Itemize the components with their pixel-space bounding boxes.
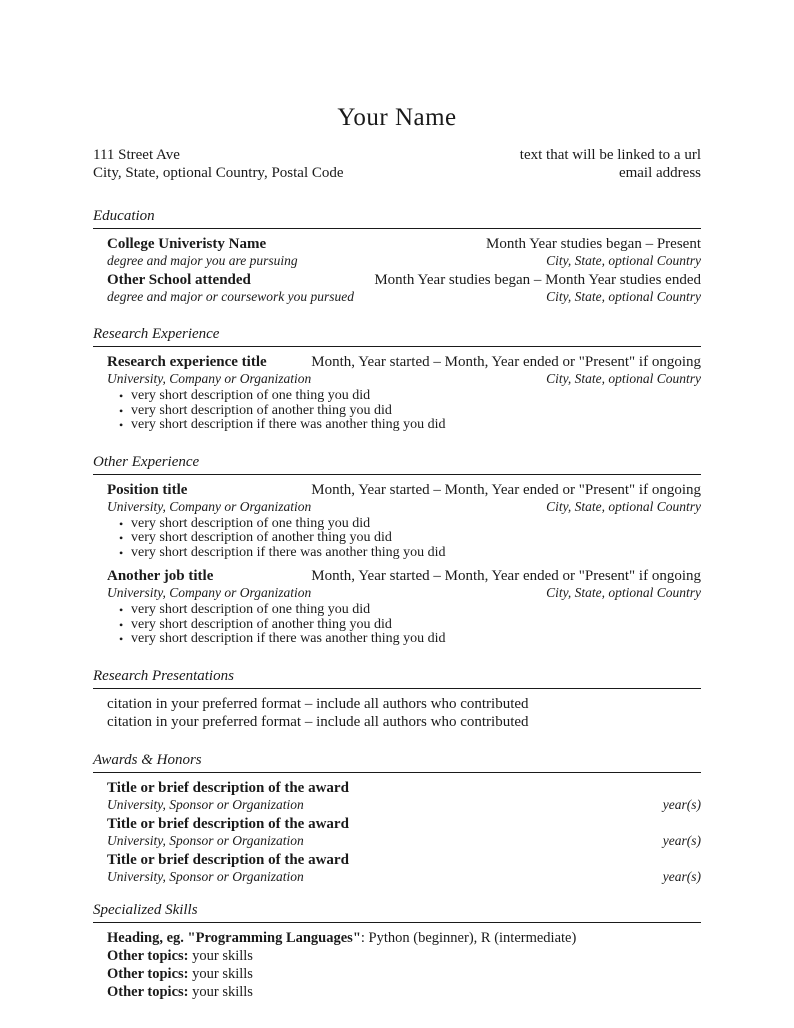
skill-label: Other topics: <box>107 947 189 964</box>
section-heading-education: Education <box>93 208 701 229</box>
experience-title: Research experience title <box>107 354 267 370</box>
degree-text: degree and major you are pursuing <box>107 253 298 268</box>
address-line-2: City, State, optional Country, Postal Code <box>93 165 344 181</box>
citation-line: citation in your preferred format – include all authors who contributed <box>107 713 529 730</box>
bullet-item: • very short description of one thing you did <box>107 389 701 404</box>
email-text: email address <box>618 165 701 181</box>
experience-title: Another job title <box>107 568 214 584</box>
experience-title: Position title <box>107 481 188 498</box>
experience-location: City, State, optional Country <box>546 371 701 386</box>
section-heading-research-experience: Research Experience <box>93 326 701 347</box>
section-heading-skills: Specialized Skills <box>93 902 701 923</box>
url-link-text: text that will be linked to a url <box>519 147 701 163</box>
page-title: Your Name <box>337 104 457 131</box>
skill-label: Heading, eg. "Programming Languages" <box>107 929 361 946</box>
skill-label: Other topics: <box>107 965 189 982</box>
section-skills <box>93 902 701 1001</box>
degree-text: degree and major or coursework you pursued <box>107 289 354 304</box>
bullet-item: • very short description if there was another thing you did <box>107 632 701 647</box>
contact-address <box>93 146 344 182</box>
bullet-item: • very short description of one thing you did <box>107 517 701 532</box>
experience-location: City, State, optional Country <box>546 585 701 600</box>
skill-line <box>107 947 701 965</box>
education-dates: Month Year studies began – Month Year studies ended <box>374 272 701 288</box>
award-entry <box>107 779 701 813</box>
experience-dates: Month, Year started – Month, Year ended or "Present" if ongoing <box>311 568 701 584</box>
organization-text: University, Company or Organization <box>107 585 312 600</box>
education-dates: Month Year studies began – Present <box>486 236 701 252</box>
address-line-1: 111 Street Ave <box>93 147 180 163</box>
award-sponsor: University, Sponsor or Organization <box>107 832 304 848</box>
section-awards <box>93 752 701 885</box>
section-research-presentations <box>93 668 701 731</box>
skill-line <box>107 983 701 1001</box>
section-other-experience <box>93 454 701 647</box>
school-name: Other School attended <box>107 272 251 288</box>
skill-value: your skills <box>188 983 253 1000</box>
section-heading-other-experience: Other Experience <box>93 454 701 475</box>
skill-value: your skills <box>188 965 253 982</box>
award-title: Title or brief description of the award <box>107 815 349 832</box>
section-heading-awards: Awards & Honors <box>93 752 701 773</box>
award-title: Title or brief description of the award <box>107 851 349 868</box>
bullet-item: • very short description of another thing you did <box>107 404 701 419</box>
bullet-item: • very short description if there was another thing you did <box>107 546 701 561</box>
award-sponsor: University, Sponsor or Organization <box>107 796 304 812</box>
experience-entry <box>107 481 701 561</box>
section-research-experience <box>93 326 701 433</box>
bullet-list <box>107 603 701 647</box>
citation-line: citation in your preferred format – include all authors who contributed <box>107 695 529 712</box>
award-years: year(s) <box>662 868 701 884</box>
education-entry <box>107 271 701 305</box>
education-location: City, State, optional Country <box>546 289 701 304</box>
experience-entry <box>107 353 701 433</box>
school-name: College Univeristy Name <box>107 236 267 252</box>
contact-block <box>93 146 701 182</box>
skill-label: Other topics: <box>107 983 189 1000</box>
skill-line <box>107 965 701 983</box>
experience-dates: Month, Year started – Month, Year ended or "Present" if ongoing <box>311 354 701 370</box>
bullet-list <box>107 389 701 433</box>
skill-value: : Python (beginner), R (intermediate) <box>360 929 577 946</box>
bullet-item: • very short description of another thing you did <box>107 531 701 546</box>
award-entry <box>107 851 701 885</box>
award-years: year(s) <box>662 796 701 812</box>
bullet-item: • very short description of one thing you did <box>107 603 701 618</box>
section-heading-research-presentations: Research Presentations <box>93 668 701 689</box>
experience-dates: Month, Year started – Month, Year ended or "Present" if ongoing <box>311 481 701 498</box>
education-entry <box>107 235 701 269</box>
skill-value: your skills <box>188 947 253 964</box>
bullet-item: • very short description if there was another thing you did <box>107 418 701 433</box>
award-title: Title or brief description of the award <box>107 779 349 796</box>
award-entry <box>107 815 701 849</box>
experience-location: City, State, optional Country <box>546 498 701 514</box>
bullet-list <box>107 517 701 561</box>
award-sponsor: University, Sponsor or Organization <box>107 868 304 884</box>
section-education <box>93 208 701 305</box>
experience-entry <box>107 567 701 647</box>
award-years: year(s) <box>662 832 701 848</box>
bullet-item: • very short description of another thing you did <box>107 618 701 633</box>
contact-links <box>520 146 701 182</box>
skill-line <box>107 929 701 947</box>
organization-text: University, Company or Organization <box>107 498 312 514</box>
organization-text: University, Company or Organization <box>107 371 312 386</box>
education-location: City, State, optional Country <box>546 253 701 268</box>
